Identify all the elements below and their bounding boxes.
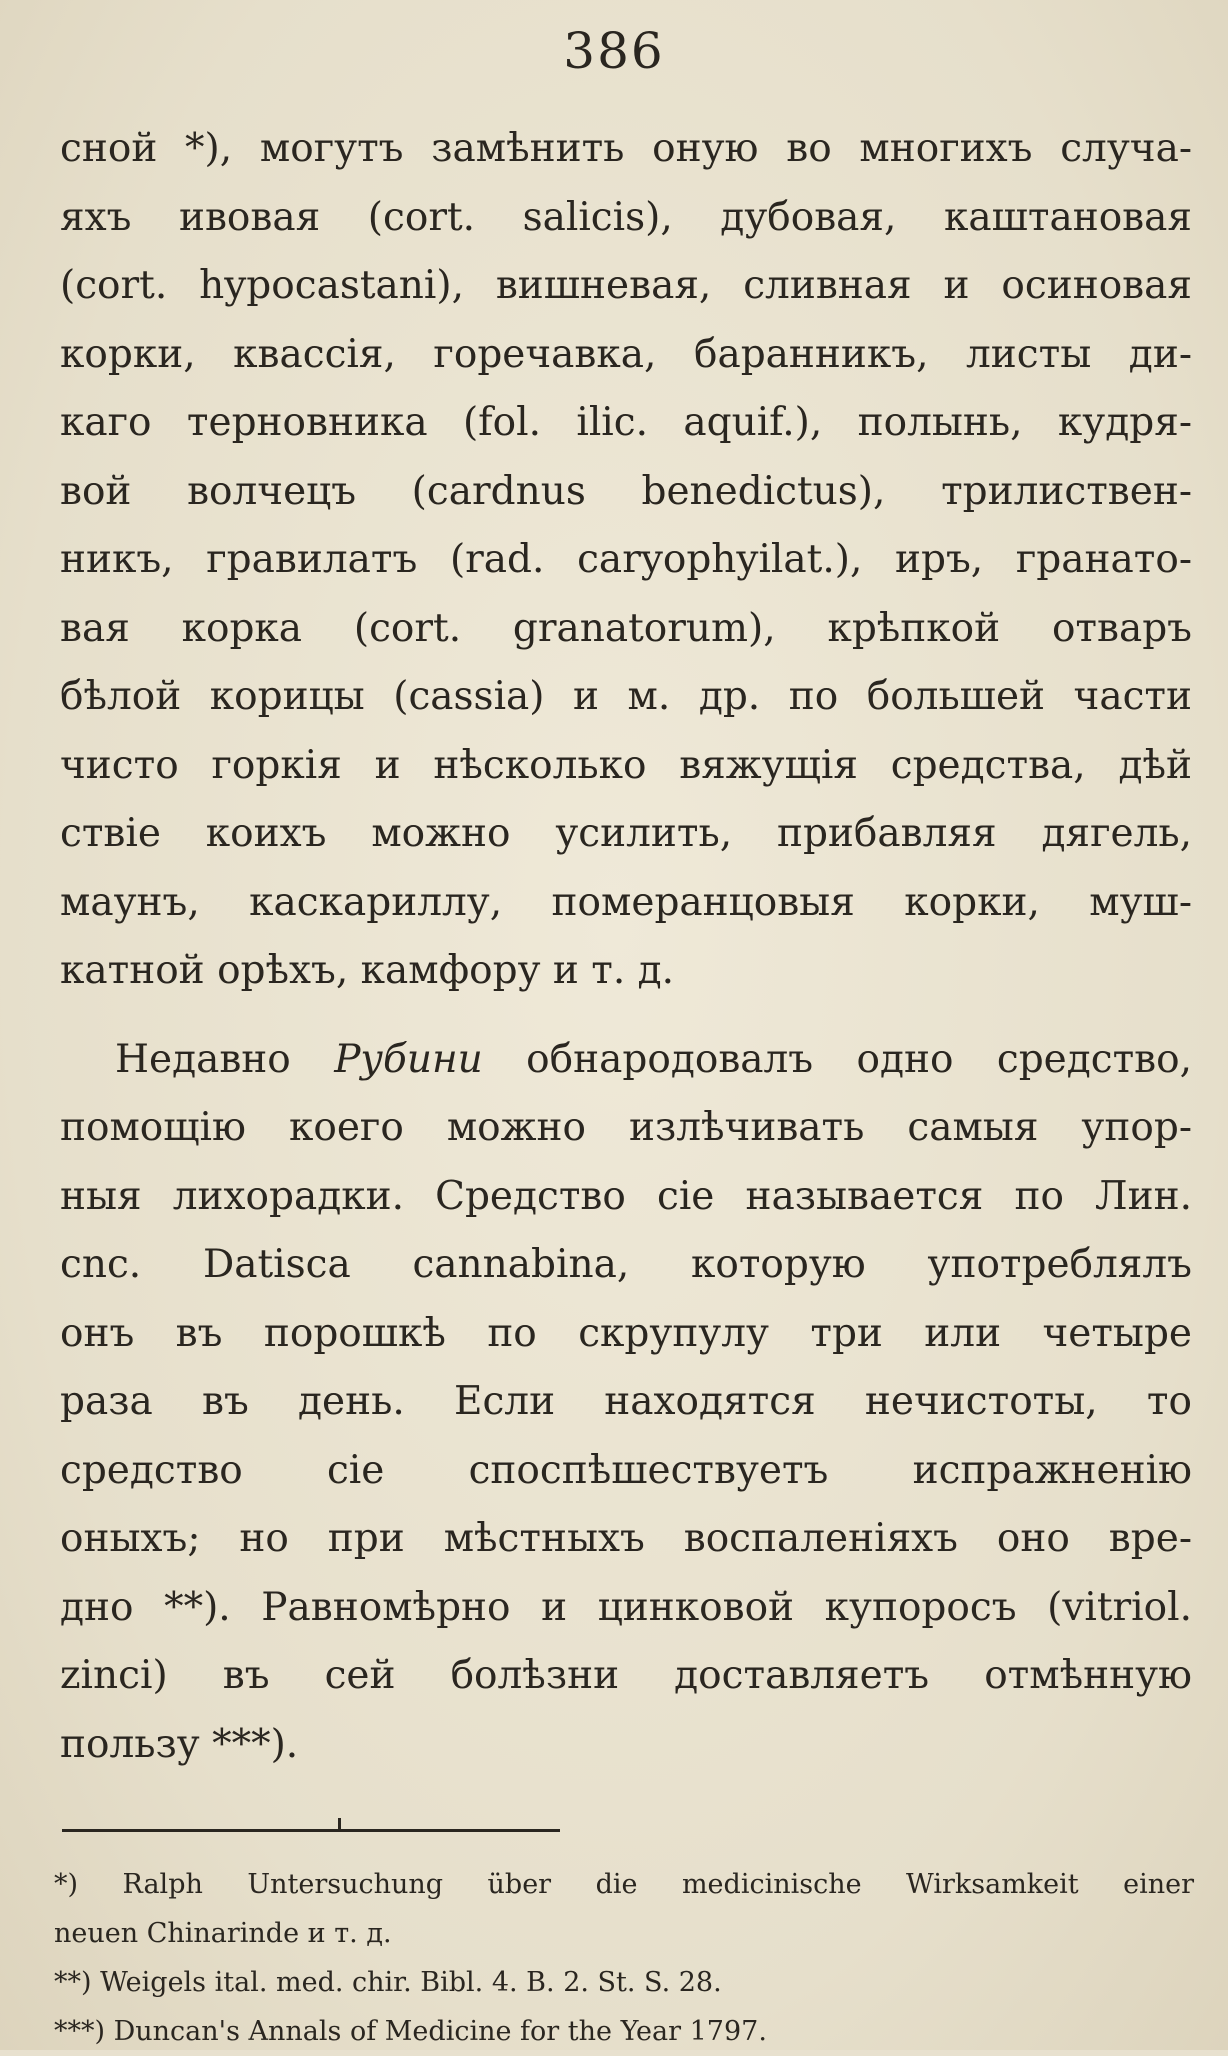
main-text [60,115,1192,1779]
text-line: яхъ ивовая (cort. salicis), дубовая, каштановая [60,194,1192,240]
text-line: пользу ***). [60,1721,299,1767]
footnote: ***) Duncan's Annals of Medicine for the Year 1797. [54,2016,767,2047]
author-name: Рубини [334,1036,483,1082]
text-line: zinci) въ сей болѣзни доставляетъ отмѣнную [60,1653,1192,1698]
text-line [60,1026,1192,1095]
text-line: бѣлой корицы (cassia) и м. др. по большей части [60,674,1192,719]
text-line: ныя лихорадки. Средство сіе называется по Лин. [60,1173,1192,1219]
footnote: **) Weigels ital. med. chir. Bibl. 4. B. 2. St. S. 28. [54,1967,722,1998]
paragraph-1 [60,115,1192,1006]
text-line: помощію коего можно излѣчивать самыя упор- [60,1105,1192,1150]
text-line: (cort. hypocastani), вишневая, сливная и осиновая [60,263,1192,308]
text-line: дно **). Равномѣрно и цинковой купоросъ (vitriol. [60,1584,1192,1630]
text-line: сной *), могутъ замѣнить оную во многихъ случа- [60,126,1192,171]
text-line: ствіе коихъ можно усилить, прибавляя дягель, [60,811,1192,856]
rule-tick [338,1818,341,1830]
footnote: neuen Chinarinde и т. д. [54,1918,392,1949]
text-line: раза въ день. Если находятся нечистоты, то [60,1379,1192,1424]
text-line: чисто горкія и нѣсколько вяжущія средства, дѣй [60,742,1192,788]
text-line: корки, квассія, горечавка, баранникъ, листы ди- [60,331,1192,377]
text-line: вой волчецъ (cardnus benedictus), трилиствен- [60,468,1192,514]
text-line: катной орѣхъ, камфору и т. д. [60,948,675,993]
text-line: онъ въ порошкѣ по скрупулу три или четыре [60,1310,1192,1356]
text-line: каго терновника (fol. ilic. aquif.), полынь, кудря- [60,400,1192,445]
text-fragment: обнародовалъ одно средство, [482,1036,1193,1082]
footnote: *) Ralph Untersuchung über die medicinische Wirksamkeit einer [54,1869,1194,1900]
footnote-rule [62,1829,560,1832]
text-line: cnc. Datisca cannabina, которую употреблялъ [60,1242,1192,1287]
paragraph-2 [60,1026,1192,1780]
footnotes [54,1860,1194,2056]
text-line: средство сіе споспѣшествуетъ испражненію [60,1447,1192,1493]
text-line: оныхъ; но при мѣстныхъ воспаленіяхъ оно вре- [60,1516,1192,1561]
text-fragment: Недавно [115,1036,335,1082]
text-line: вая корка (cort. granatorum), крѣпкой отваръ [60,605,1192,651]
text-line: никъ, гравилатъ (rad. caryophyilat.), иръ, гранато- [60,537,1192,582]
text-line: маунъ, каскариллу, померанцовыя корки, муш- [60,879,1192,925]
page-number: 386 [563,22,665,80]
